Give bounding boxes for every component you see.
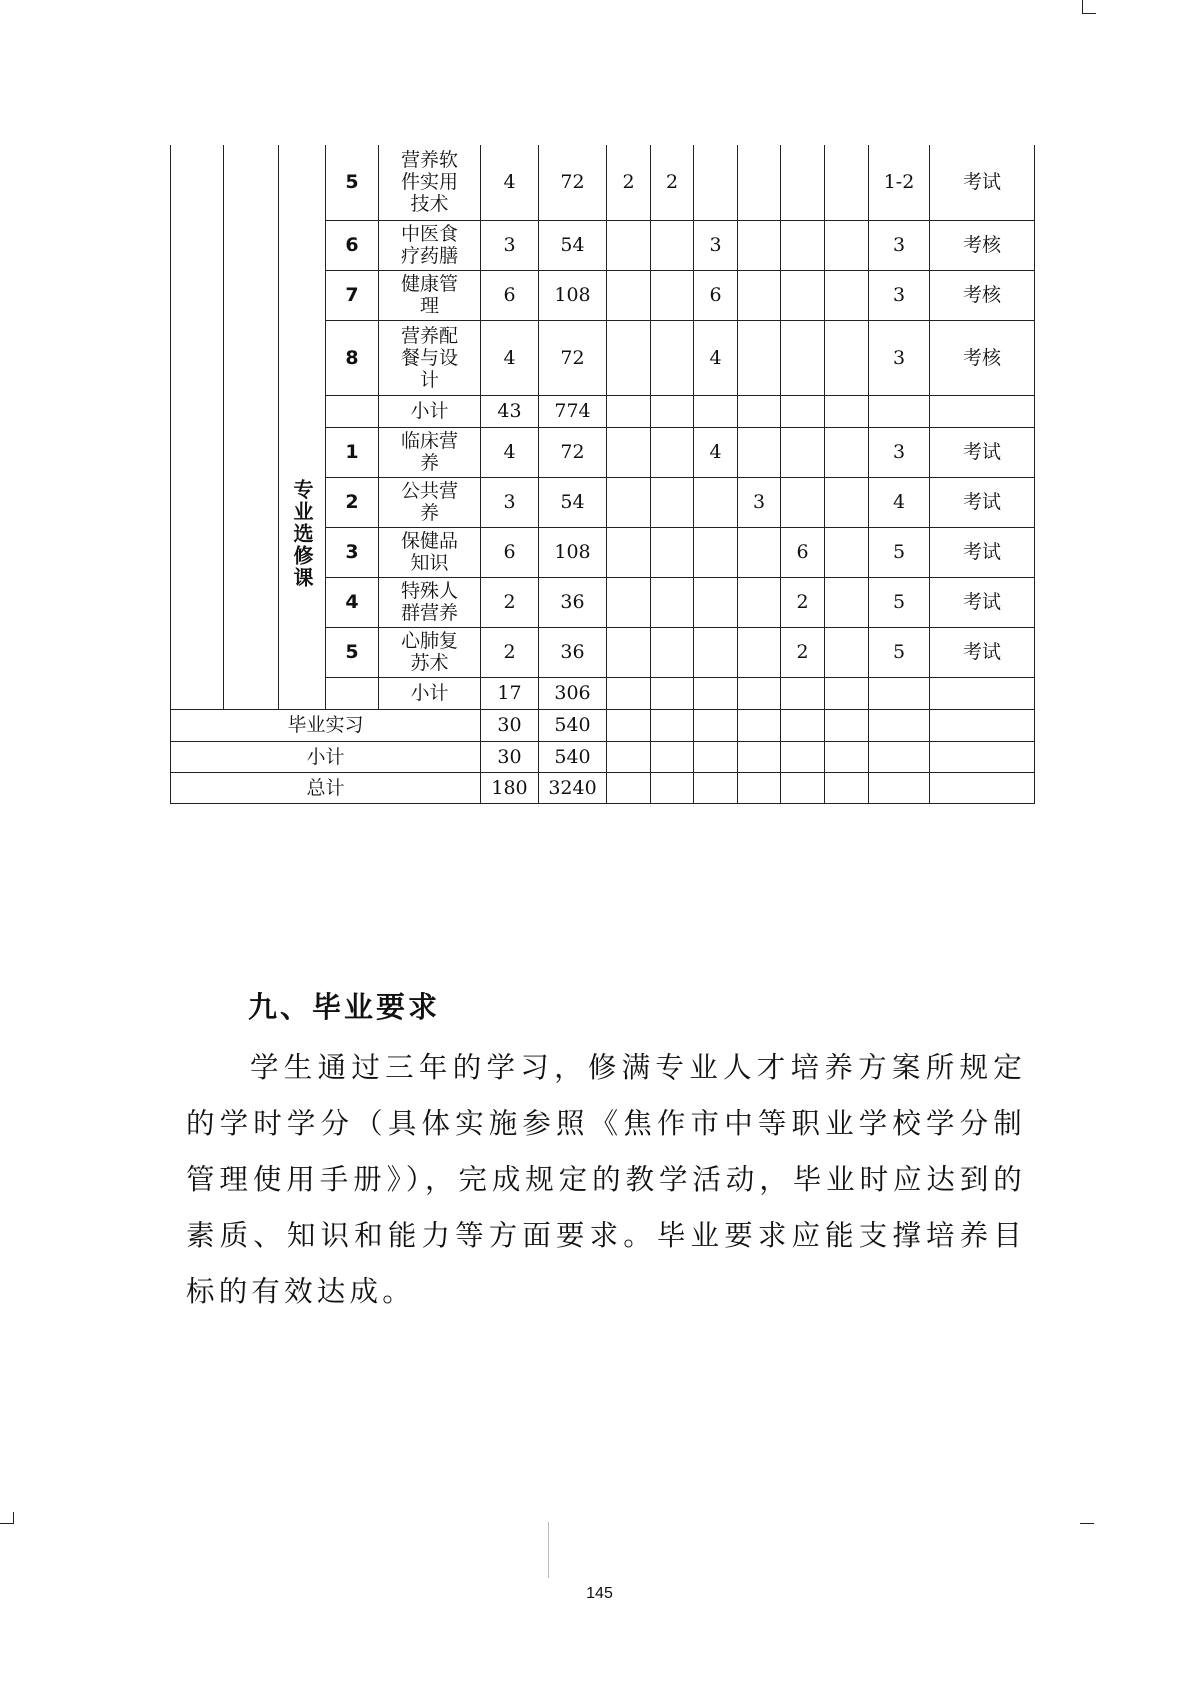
cell-hours: 108 (539, 270, 607, 320)
empty-cell (651, 709, 694, 741)
cell-hours: 54 (539, 477, 607, 527)
cell-term: 3 (869, 220, 930, 270)
empty-cell (607, 395, 651, 427)
cell-credit: 4 (481, 145, 539, 220)
cell-term: 5 (869, 527, 930, 577)
cell-c3: 4 (694, 320, 738, 395)
cell-c1: 2 (607, 145, 651, 220)
cell-assess: 考试 (930, 627, 1035, 677)
crop-mark-bottom-left-h (0, 1523, 14, 1524)
cell-c2 (651, 477, 694, 527)
cell-c3 (694, 577, 738, 627)
cell-c1 (607, 577, 651, 627)
cell-c4: 3 (738, 477, 781, 527)
empty-cell (607, 772, 651, 803)
empty-cell (930, 772, 1035, 803)
cell-c2 (651, 270, 694, 320)
cell-c6 (825, 477, 869, 527)
cell-credit: 2 (481, 577, 539, 627)
empty-cell (694, 677, 738, 709)
empty-cell (930, 709, 1035, 741)
cell-credit: 3 (481, 477, 539, 527)
cell-assess: 考核 (930, 270, 1035, 320)
course-number: 8 (326, 320, 379, 395)
empty-cell (825, 772, 869, 803)
course-name (379, 145, 481, 220)
subtotal-credit: 17 (481, 677, 539, 709)
cell-c2 (651, 627, 694, 677)
cell-hours: 36 (539, 627, 607, 677)
cell-c4 (738, 627, 781, 677)
subtotal-credit: 43 (481, 395, 539, 427)
summary-row (171, 741, 1035, 772)
summary-hours: 3240 (539, 772, 607, 803)
summary-hours: 540 (539, 741, 607, 772)
course-number (326, 395, 379, 427)
cell-assess: 考试 (930, 577, 1035, 627)
page-number: 145 (586, 1585, 613, 1602)
crop-mark-bottom-right (1080, 1523, 1094, 1524)
empty-cell (694, 772, 738, 803)
empty-cell (825, 741, 869, 772)
cell-c6 (825, 627, 869, 677)
course-number: 3 (326, 527, 379, 577)
section-label: 专业选修课 (290, 479, 314, 589)
cell-assess: 考试 (930, 527, 1035, 577)
course-name-text: 临床营养 (400, 430, 458, 474)
cell-c4 (738, 320, 781, 395)
cell-c5: 2 (781, 627, 825, 677)
empty-cell (738, 677, 781, 709)
cell-c1 (607, 627, 651, 677)
cell-hours: 72 (539, 427, 607, 477)
course-number: 6 (326, 220, 379, 270)
course-number: 7 (326, 270, 379, 320)
cell-hours: 108 (539, 527, 607, 577)
cell-assess: 考试 (930, 477, 1035, 527)
cell-c5: 2 (781, 577, 825, 627)
cell-c2 (651, 577, 694, 627)
course-name (379, 270, 481, 320)
empty-cell (694, 741, 738, 772)
course-name-text: 健康管理 (400, 273, 458, 317)
course-name (379, 477, 481, 527)
cell-assess: 考试 (930, 145, 1035, 220)
course-name-text: 保健品知识 (400, 530, 458, 574)
cell-hours: 72 (539, 145, 607, 220)
summary-credit: 180 (481, 772, 539, 803)
cell-c6 (825, 220, 869, 270)
cell-assess: 考试 (930, 427, 1035, 477)
cell-c5 (781, 220, 825, 270)
subcategory-cell (224, 145, 279, 709)
cell-c4 (738, 427, 781, 477)
empty-cell (869, 677, 930, 709)
empty-cell (738, 709, 781, 741)
course-name-text: 心肺复苏术 (400, 630, 458, 674)
cell-term: 5 (869, 627, 930, 677)
cell-c1 (607, 320, 651, 395)
section-heading: 九、毕业要求 (248, 990, 441, 1024)
cell-assess: 考核 (930, 220, 1035, 270)
empty-cell (930, 741, 1035, 772)
subtotal-label: 小计 (379, 677, 481, 709)
cell-c1 (607, 527, 651, 577)
empty-cell (738, 395, 781, 427)
cell-c1 (607, 427, 651, 477)
course-name (379, 527, 481, 577)
empty-cell (781, 772, 825, 803)
summary-hours: 540 (539, 709, 607, 741)
cell-c5 (781, 427, 825, 477)
empty-cell (651, 741, 694, 772)
cell-c1 (607, 270, 651, 320)
cell-c1 (607, 220, 651, 270)
cell-c2 (651, 527, 694, 577)
summary-credit: 30 (481, 709, 539, 741)
cell-c6 (825, 427, 869, 477)
category-cell (171, 145, 224, 709)
cell-c5 (781, 270, 825, 320)
table-row (171, 145, 1035, 220)
cell-credit: 6 (481, 270, 539, 320)
cell-credit: 3 (481, 220, 539, 270)
cell-c3 (694, 627, 738, 677)
empty-cell (738, 772, 781, 803)
summary-label: 毕业实习 (171, 709, 481, 741)
cell-c3 (694, 477, 738, 527)
empty-cell (651, 677, 694, 709)
cell-c6 (825, 145, 869, 220)
cell-c3: 6 (694, 270, 738, 320)
empty-cell (607, 677, 651, 709)
course-name-text: 特殊人群营养 (400, 580, 458, 624)
empty-cell (694, 395, 738, 427)
empty-cell (825, 395, 869, 427)
cell-c3: 4 (694, 427, 738, 477)
cell-term: 3 (869, 320, 930, 395)
graduation-requirements-paragraph: 学生通过三年的学习，修满专业人才培养方案所规定的学时学分（具体实施参照《焦作市中等职业学校学分制管理使用手册》），完成规定的教学活动，毕业时应达到的素质、知识和能力等方面要求。毕业要求应能支撑培养目标的有效达成。 (186, 1051, 1026, 1308)
cell-c6 (825, 527, 869, 577)
course-name-text: 营养软件实用技术 (400, 149, 458, 216)
course-name-text: 营养配餐与设计 (400, 324, 458, 391)
cell-c4 (738, 577, 781, 627)
cell-c6 (825, 270, 869, 320)
empty-cell (738, 741, 781, 772)
empty-cell (869, 741, 930, 772)
cell-term: 3 (869, 270, 930, 320)
summary-credit: 30 (481, 741, 539, 772)
empty-cell (825, 677, 869, 709)
cell-c2 (651, 220, 694, 270)
course-name (379, 627, 481, 677)
course-schedule-table (170, 145, 1035, 804)
course-name-text: 公共营养 (400, 480, 458, 524)
cell-credit: 4 (481, 320, 539, 395)
empty-cell (869, 709, 930, 741)
cell-c3 (694, 145, 738, 220)
course-number: 1 (326, 427, 379, 477)
summary-label: 小计 (171, 741, 481, 772)
cell-term: 3 (869, 427, 930, 477)
cell-hours: 36 (539, 577, 607, 627)
cell-term: 4 (869, 477, 930, 527)
crop-mark-top-right (1082, 0, 1083, 14)
empty-cell (781, 741, 825, 772)
course-number (326, 677, 379, 709)
cell-term: 5 (869, 577, 930, 627)
course-name (379, 427, 481, 477)
empty-cell (869, 395, 930, 427)
cell-c2: 2 (651, 145, 694, 220)
course-name-text: 中医食疗药膳 (400, 223, 458, 267)
cell-c5 (781, 145, 825, 220)
crop-mark-top-right-h (1082, 13, 1096, 14)
subtotal-label: 小计 (379, 395, 481, 427)
summary-row (171, 772, 1035, 803)
subtotal-hours: 306 (539, 677, 607, 709)
cell-c4 (738, 527, 781, 577)
empty-cell (930, 677, 1035, 709)
cell-hours: 72 (539, 320, 607, 395)
empty-cell (607, 741, 651, 772)
cell-c4 (738, 270, 781, 320)
course-number: 5 (326, 627, 379, 677)
summary-label: 总计 (171, 772, 481, 803)
cell-credit: 6 (481, 527, 539, 577)
course-number: 4 (326, 577, 379, 627)
cell-c1 (607, 477, 651, 527)
cell-c2 (651, 427, 694, 477)
empty-cell (869, 772, 930, 803)
cell-c6 (825, 320, 869, 395)
empty-cell (651, 772, 694, 803)
cell-c5 (781, 477, 825, 527)
cell-c5: 6 (781, 527, 825, 577)
empty-cell (607, 709, 651, 741)
subtotal-hours: 774 (539, 395, 607, 427)
cell-term: 1-2 (869, 145, 930, 220)
empty-cell (781, 395, 825, 427)
empty-cell (651, 395, 694, 427)
cell-credit: 4 (481, 427, 539, 477)
course-name (379, 220, 481, 270)
cell-c6 (825, 577, 869, 627)
page-divider-line (548, 1522, 549, 1578)
cell-assess: 考核 (930, 320, 1035, 395)
cell-c3: 3 (694, 220, 738, 270)
empty-cell (781, 677, 825, 709)
empty-cell (781, 709, 825, 741)
cell-c5 (781, 320, 825, 395)
course-name (379, 320, 481, 395)
cell-c2 (651, 320, 694, 395)
table-body (171, 145, 1035, 803)
empty-cell (930, 395, 1035, 427)
cell-c4 (738, 220, 781, 270)
summary-row (171, 709, 1035, 741)
cell-c4 (738, 145, 781, 220)
cell-credit: 2 (481, 627, 539, 677)
course-name (379, 577, 481, 627)
course-number: 5 (326, 145, 379, 220)
cell-hours: 54 (539, 220, 607, 270)
cell-c3 (694, 527, 738, 577)
empty-cell (694, 709, 738, 741)
empty-cell (825, 709, 869, 741)
course-number: 2 (326, 477, 379, 527)
section-label-cell (279, 145, 326, 709)
